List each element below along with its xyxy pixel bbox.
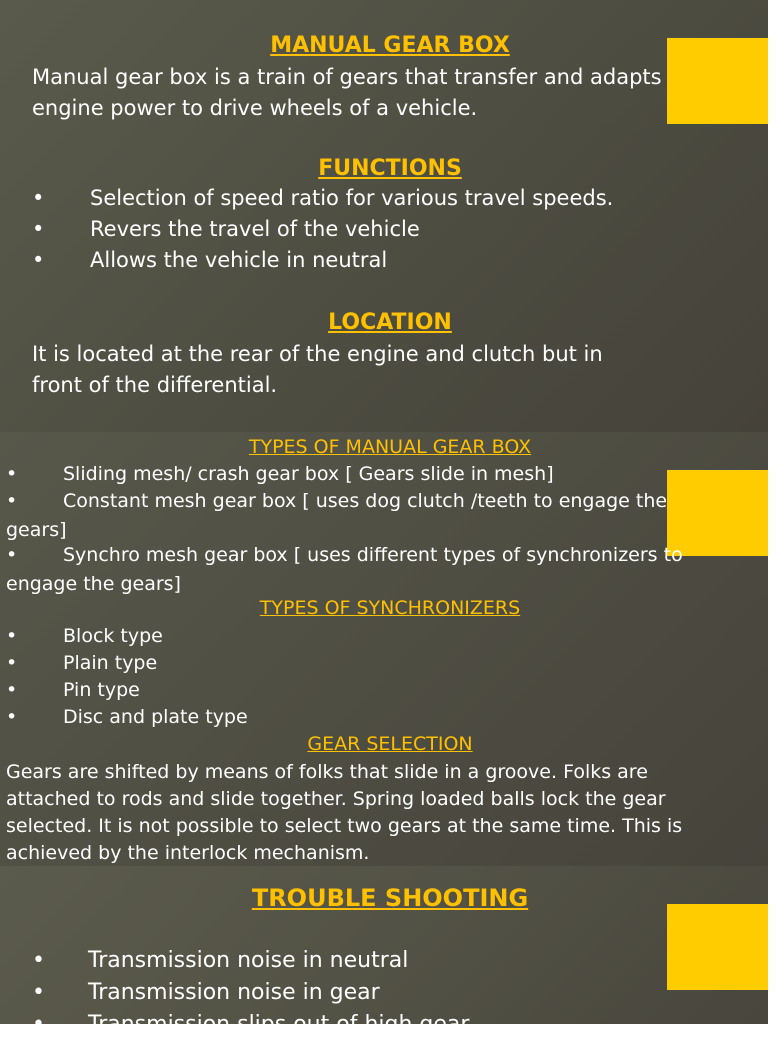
type-item-continued: gears] bbox=[6, 519, 67, 541]
sync-heading: TYPES OF SYNCHRONIZERS bbox=[259, 597, 521, 619]
intro-line: Manual gear box is a train of gears that transfer and adapts bbox=[32, 65, 662, 89]
trouble-item: Transmission slips out of high gear bbox=[88, 1012, 470, 1037]
bullet-icon: • bbox=[32, 248, 45, 272]
bullet-icon: • bbox=[6, 706, 18, 728]
bullet-icon: • bbox=[6, 463, 18, 485]
type-item: Sliding mesh/ crash gear box [ Gears slide in mesh] bbox=[63, 463, 554, 485]
gear-line: achieved by the interlock mechanism. bbox=[6, 842, 370, 864]
location-line: front of the differential. bbox=[32, 373, 278, 397]
gear-line: Gears are shifted by means of folks that slide in a groove. Folks are bbox=[6, 761, 648, 783]
bullet-icon: • bbox=[6, 544, 18, 566]
accent-block bbox=[667, 904, 768, 990]
location-line: It is located at the rear of the engine and clutch but in bbox=[32, 342, 603, 366]
sync-item: Block type bbox=[63, 625, 163, 647]
bullet-icon: • bbox=[32, 948, 45, 973]
bullet-icon: • bbox=[32, 217, 45, 241]
bullet-icon: • bbox=[6, 625, 18, 647]
type-item: Constant mesh gear box [ uses dog clutch /teeth to engage the bbox=[63, 490, 668, 512]
trouble-item: Transmission noise in neutral bbox=[88, 948, 409, 973]
bullet-icon: • bbox=[6, 490, 18, 512]
trouble-heading: TROUBLE SHOOTING bbox=[251, 884, 529, 912]
type-item: Synchro mesh gear box [ uses different types of synchronizers to bbox=[63, 544, 683, 566]
location-heading: LOCATION bbox=[328, 310, 452, 335]
bullet-icon: • bbox=[6, 652, 18, 674]
bullet-icon: • bbox=[32, 186, 45, 210]
intro-line: engine power to drive wheels of a vehicle. bbox=[32, 96, 478, 120]
bullet-icon: • bbox=[32, 1012, 45, 1037]
function-item: Selection of speed ratio for various travel speeds. bbox=[90, 186, 614, 210]
gear-selection-heading: GEAR SELECTION bbox=[307, 733, 473, 755]
types-heading: TYPES OF MANUAL GEAR BOX bbox=[248, 436, 532, 458]
bullet-icon: • bbox=[32, 980, 45, 1005]
function-item: Allows the vehicle in neutral bbox=[90, 248, 388, 272]
function-item: Revers the travel of the vehicle bbox=[90, 217, 420, 241]
sync-item: Pin type bbox=[63, 679, 140, 701]
slide-title: MANUAL GEAR BOX bbox=[270, 33, 510, 58]
gear-line: selected. It is not possible to select two gears at the same time. This is bbox=[6, 815, 683, 837]
sync-item: Disc and plate type bbox=[63, 706, 248, 728]
slide-trouble-shooting bbox=[0, 866, 768, 1037]
slide-manual-gear-box bbox=[0, 0, 768, 432]
slide-types bbox=[0, 432, 768, 866]
sync-item: Plain type bbox=[63, 652, 158, 674]
bullet-icon: • bbox=[6, 679, 18, 701]
type-item-continued: engage the gears] bbox=[6, 573, 181, 595]
trouble-item: Transmission noise in gear bbox=[88, 980, 380, 1005]
functions-heading: FUNCTIONS bbox=[318, 156, 462, 181]
gear-line: attached to rods and slide together. Spring loaded balls lock the gear bbox=[6, 788, 666, 810]
